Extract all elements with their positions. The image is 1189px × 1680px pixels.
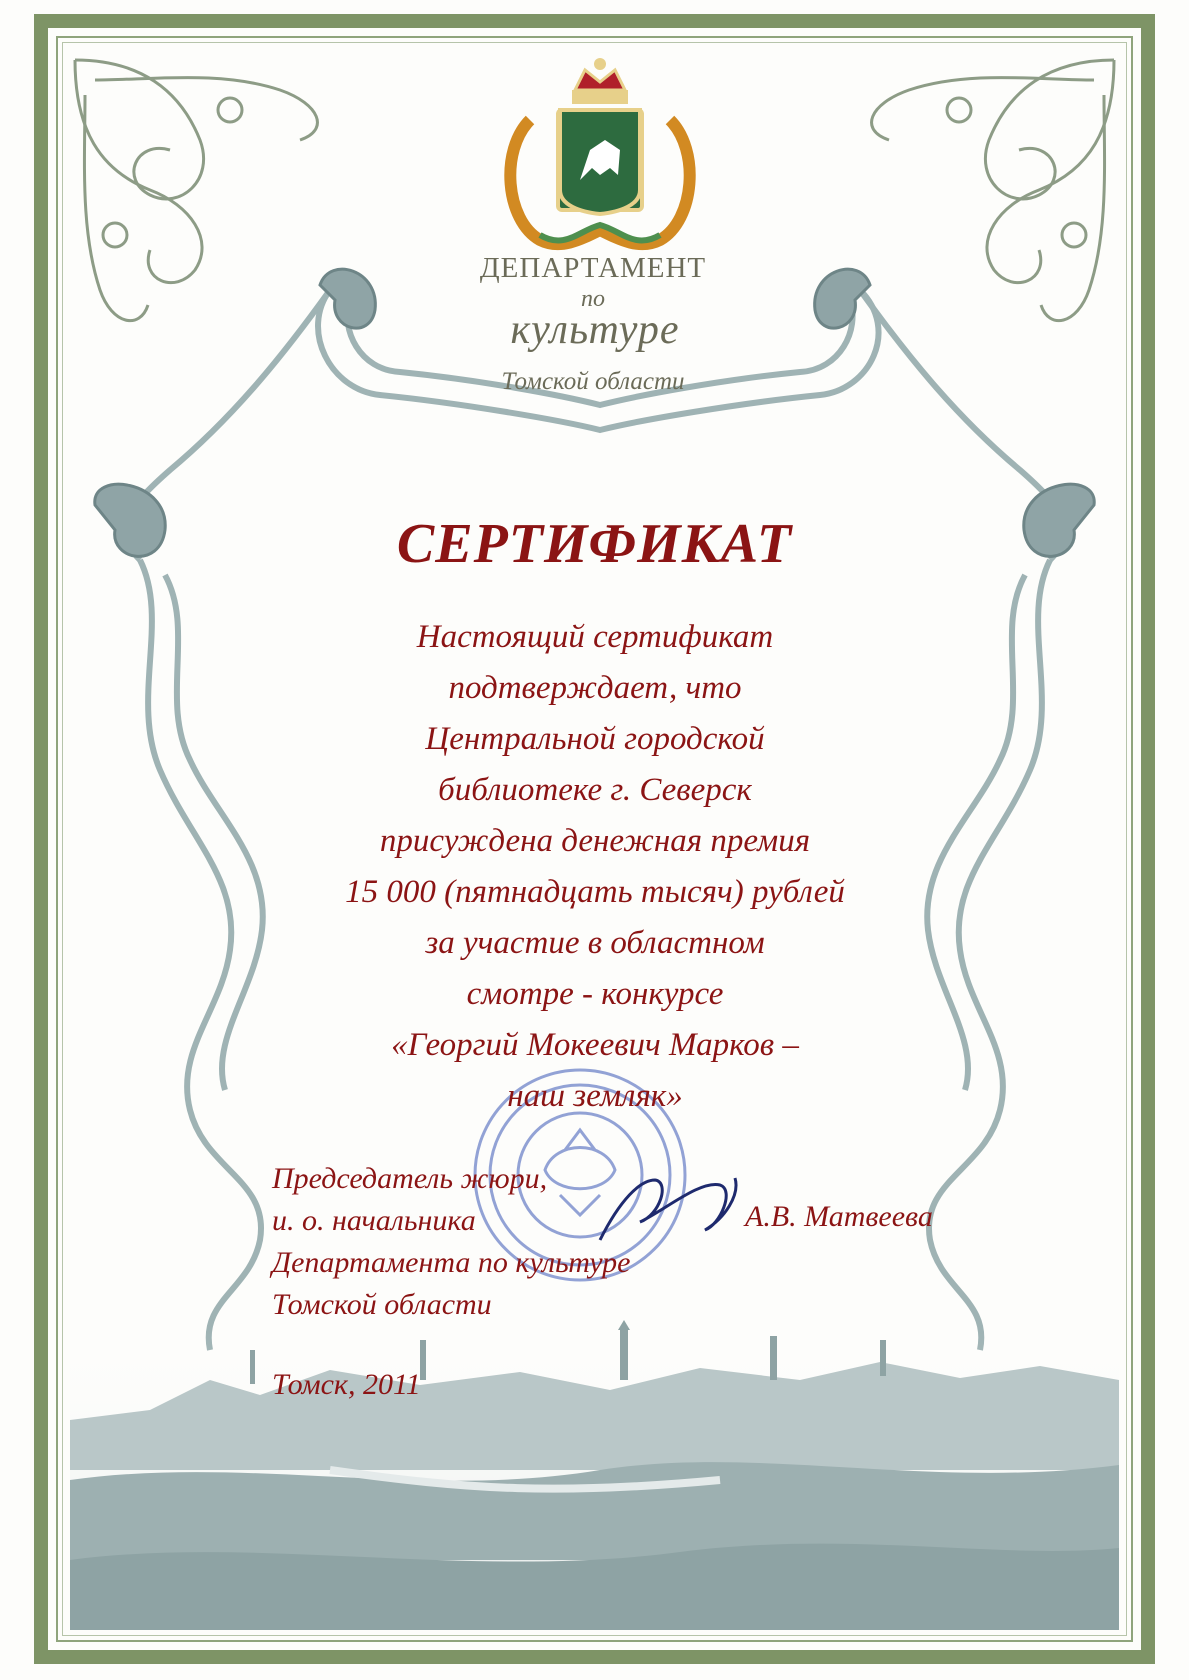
department-name: ДЕПАРТАМЕНТ [479,252,707,284]
body-line: «Георгий Мокеевич Марков – [391,1027,799,1063]
body-line: библиотеке г. Северск [438,772,752,808]
signature-block [272,1158,630,1326]
place-date: Томск, 2011 [272,1368,421,1401]
body-line: 15 000 (пятнадцать тысяч) рублей [345,874,845,910]
certificate-body [250,612,940,1122]
body-line: Настоящий сертификат [416,619,774,655]
signature-line: Председатель жюри, [272,1162,548,1195]
corner-flourish-top-right [872,60,1114,321]
department-region: Томской области [501,368,685,395]
signature-line: Томской области [272,1288,492,1321]
body-line: Центральной городской [425,721,765,757]
landscape-panorama [70,1320,1119,1630]
body-line: подтверждает, что [448,670,742,706]
body-line: наш земляк» [507,1078,683,1114]
body-line: смотре - конкурсе [466,976,724,1012]
tomsk-region-coat-of-arms-icon [510,58,689,244]
body-line: присуждена денежная премия [379,823,811,859]
corner-flourish-top-left [75,60,317,321]
department-preposition: по [581,286,605,312]
department-subject: культуре [510,307,680,353]
certificate-title: СЕРТИФИКАТ [396,513,793,575]
signature-line: и. о. начальника [272,1204,476,1237]
signature-line: Департамента по культуре [272,1246,631,1279]
body-line: за участие в областном [425,925,765,961]
signer-name: А.В. Матвеева [745,1200,933,1233]
